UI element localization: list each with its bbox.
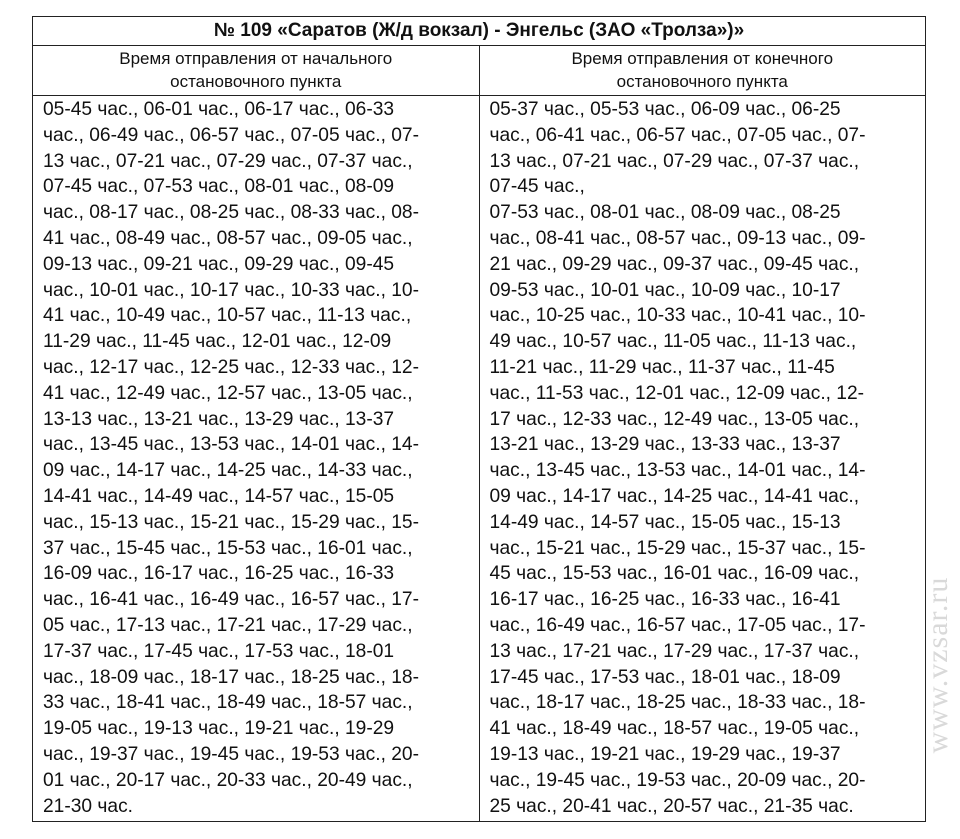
time-list-line: 16-09 час., 16-17 час., 16-25 час., 16-33 (43, 563, 395, 585)
time-list-line: 37 час., 15-45 час., 15-53 час., 16-01 час., (43, 537, 413, 559)
schedule-table (32, 16, 926, 822)
time-list-line: 09 час., 14-17 час., 14-25 час., 14-41 час., (489, 485, 860, 507)
time-list-line: 49 час., 10-57 час., 11-05 час., 11-13 час., (489, 331, 857, 353)
time-list-line: 05-37 час., 05-53 час., 06-09 час., 06-25 (489, 99, 841, 120)
time-list-line: 13-21 час., 13-29 час., 13-33 час., 13-37 (489, 434, 841, 456)
time-list-line: 17-37 час., 17-45 час., 17-53 час., 18-01 (43, 640, 395, 662)
time-list-line: час., 10-01 час., 10-17 час., 10-33 час., 10- (43, 279, 419, 301)
watermark-text: www.vzsar.ru (921, 576, 954, 754)
time-list-line: час., 12-17 час., 12-25 час., 12-33 час., 12- (43, 356, 419, 378)
time-list-line: 07-45 час., (489, 176, 585, 198)
watermark (918, 500, 958, 830)
time-list-line: час., 10-25 час., 10-33 час., 10-41 час., 10- (489, 305, 866, 327)
time-list-line: 13 час., 07-21 час., 07-29 час., 07-37 час., (43, 150, 413, 172)
time-list-line: час., 11-53 час., 12-01 час., 12-09 час., 12- (489, 382, 865, 404)
time-list-line: 05-45 час., 06-01 час., 06-17 час., 06-33 (43, 99, 395, 120)
time-list-line: час., 19-45 час., 19-53 час., 20-09 час., 20- (489, 769, 866, 791)
time-list-line: 45 час., 15-53 час., 16-01 час., 16-09 час., (489, 563, 860, 585)
time-list-line: 14-41 час., 14-49 час., 14-57 час., 15-05 (43, 485, 395, 507)
time-list-line: 19-13 час., 19-21 час., 19-29 час., 19-37 (489, 743, 841, 765)
time-list-line: 21 час., 09-29 час., 09-37 час., 09-45 час., (489, 253, 860, 275)
time-list-line: час., 19-37 час., 19-45 час., 19-53 час., 20- (43, 743, 419, 765)
column-header-departure-end (479, 46, 926, 96)
time-list-line: 13 час., 17-21 час., 17-29 час., 17-37 час., (489, 640, 860, 662)
time-list-line: час., 13-45 час., 13-53 час., 14-01 час., 14- (489, 460, 866, 482)
column-header-line: Время отправления от конечного (571, 49, 834, 68)
column-header-line: Время отправления от начального (119, 49, 393, 68)
time-list-line: час., 15-21 час., 15-29 час., 15-37 час., 15- (489, 537, 866, 559)
time-list-line: 41 час., 08-49 час., 08-57 час., 09-05 час., (43, 227, 413, 249)
time-list-line: 14-49 час., 14-57 час., 15-05 час., 15-13 (489, 511, 841, 533)
time-list-line: 11-21 час., 11-29 час., 11-37 час., 11-45 (489, 356, 835, 378)
departure-times-start (33, 96, 480, 822)
time-list-line: 33 час., 18-41 час., 18-49 час., 18-57 час., (43, 692, 413, 714)
time-list-line: 09-53 час., 10-01 час., 10-09 час., 10-17 (489, 279, 841, 301)
time-list-line: 21-30 час. (43, 795, 133, 817)
column-header-departure-start (33, 46, 480, 96)
time-list-line: час., 06-49 час., 06-57 час., 07-05 час., 07- (43, 124, 419, 146)
time-list-line: 07-53 час., 08-01 час., 08-09 час., 08-25 (489, 202, 841, 224)
time-list-line: 19-05 час., 19-13 час., 19-21 час., 19-29 (43, 718, 395, 740)
time-list-line: 01 час., 20-17 час., 20-33 час., 20-49 час., (43, 769, 413, 791)
time-list-line: 17 час., 12-33 час., 12-49 час., 13-05 час., (489, 408, 860, 430)
time-list-line: час., 06-41 час., 06-57 час., 07-05 час., 07- (489, 124, 866, 146)
time-list-line: 11-29 час., 11-45 час., 12-01 час., 12-09 (43, 331, 392, 353)
time-list-line: 09 час., 14-17 час., 14-25 час., 14-33 час., (43, 460, 413, 482)
time-list-line: 13-13 час., 13-21 час., 13-29 час., 13-37 (43, 408, 395, 430)
time-list-line: час., 08-41 час., 08-57 час., 09-13 час., 09- (489, 227, 866, 249)
time-list-line: час., 08-17 час., 08-25 час., 08-33 час., 08- (43, 202, 419, 224)
route-title: № 109 «Саратов (Ж/д вокзал) - Энгельс (ЗАО «Тролза»)» (33, 17, 926, 46)
time-list-line: час., 18-17 час., 18-25 час., 18-33 час., 18- (489, 692, 866, 714)
time-list-line: час., 18-09 час., 18-17 час., 18-25 час., 18- (43, 666, 419, 688)
time-list-line: час., 13-45 час., 13-53 час., 14-01 час., 14- (43, 434, 419, 456)
time-list-line: 41 час., 12-49 час., 12-57 час., 13-05 час., (43, 382, 413, 404)
time-list-line: 05 час., 17-13 час., 17-21 час., 17-29 час., (43, 614, 413, 636)
column-header-line: остановочного пункта (616, 72, 788, 91)
time-list-line: час., 16-49 час., 16-57 час., 17-05 час., 17- (489, 614, 866, 636)
time-list-line: 41 час., 10-49 час., 10-57 час., 11-13 час., (43, 305, 412, 327)
time-list-line: 09-13 час., 09-21 час., 09-29 час., 09-45 (43, 253, 395, 275)
time-list-line: час., 15-13 час., 15-21 час., 15-29 час., 15- (43, 511, 419, 533)
time-list-line: 13 час., 07-21 час., 07-29 час., 07-37 час., (489, 150, 860, 172)
time-list-line: 17-45 час., 17-53 час., 18-01 час., 18-09 (489, 666, 841, 688)
time-list-line: 41 час., 18-49 час., 18-57 час., 19-05 час., (489, 718, 860, 740)
time-list-line: 16-17 час., 16-25 час., 16-33 час., 16-41 (489, 589, 841, 611)
time-list-line: час., 16-41 час., 16-49 час., 16-57 час., 17- (43, 589, 419, 611)
time-list-line: 25 час., 20-41 час., 20-57 час., 21-35 час. (489, 795, 854, 817)
departure-times-end (479, 96, 926, 822)
time-list-line: 07-45 час., 07-53 час., 08-01 час., 08-09 (43, 176, 395, 198)
schedule-document (32, 16, 926, 822)
column-header-line: остановочного пункта (170, 72, 342, 91)
